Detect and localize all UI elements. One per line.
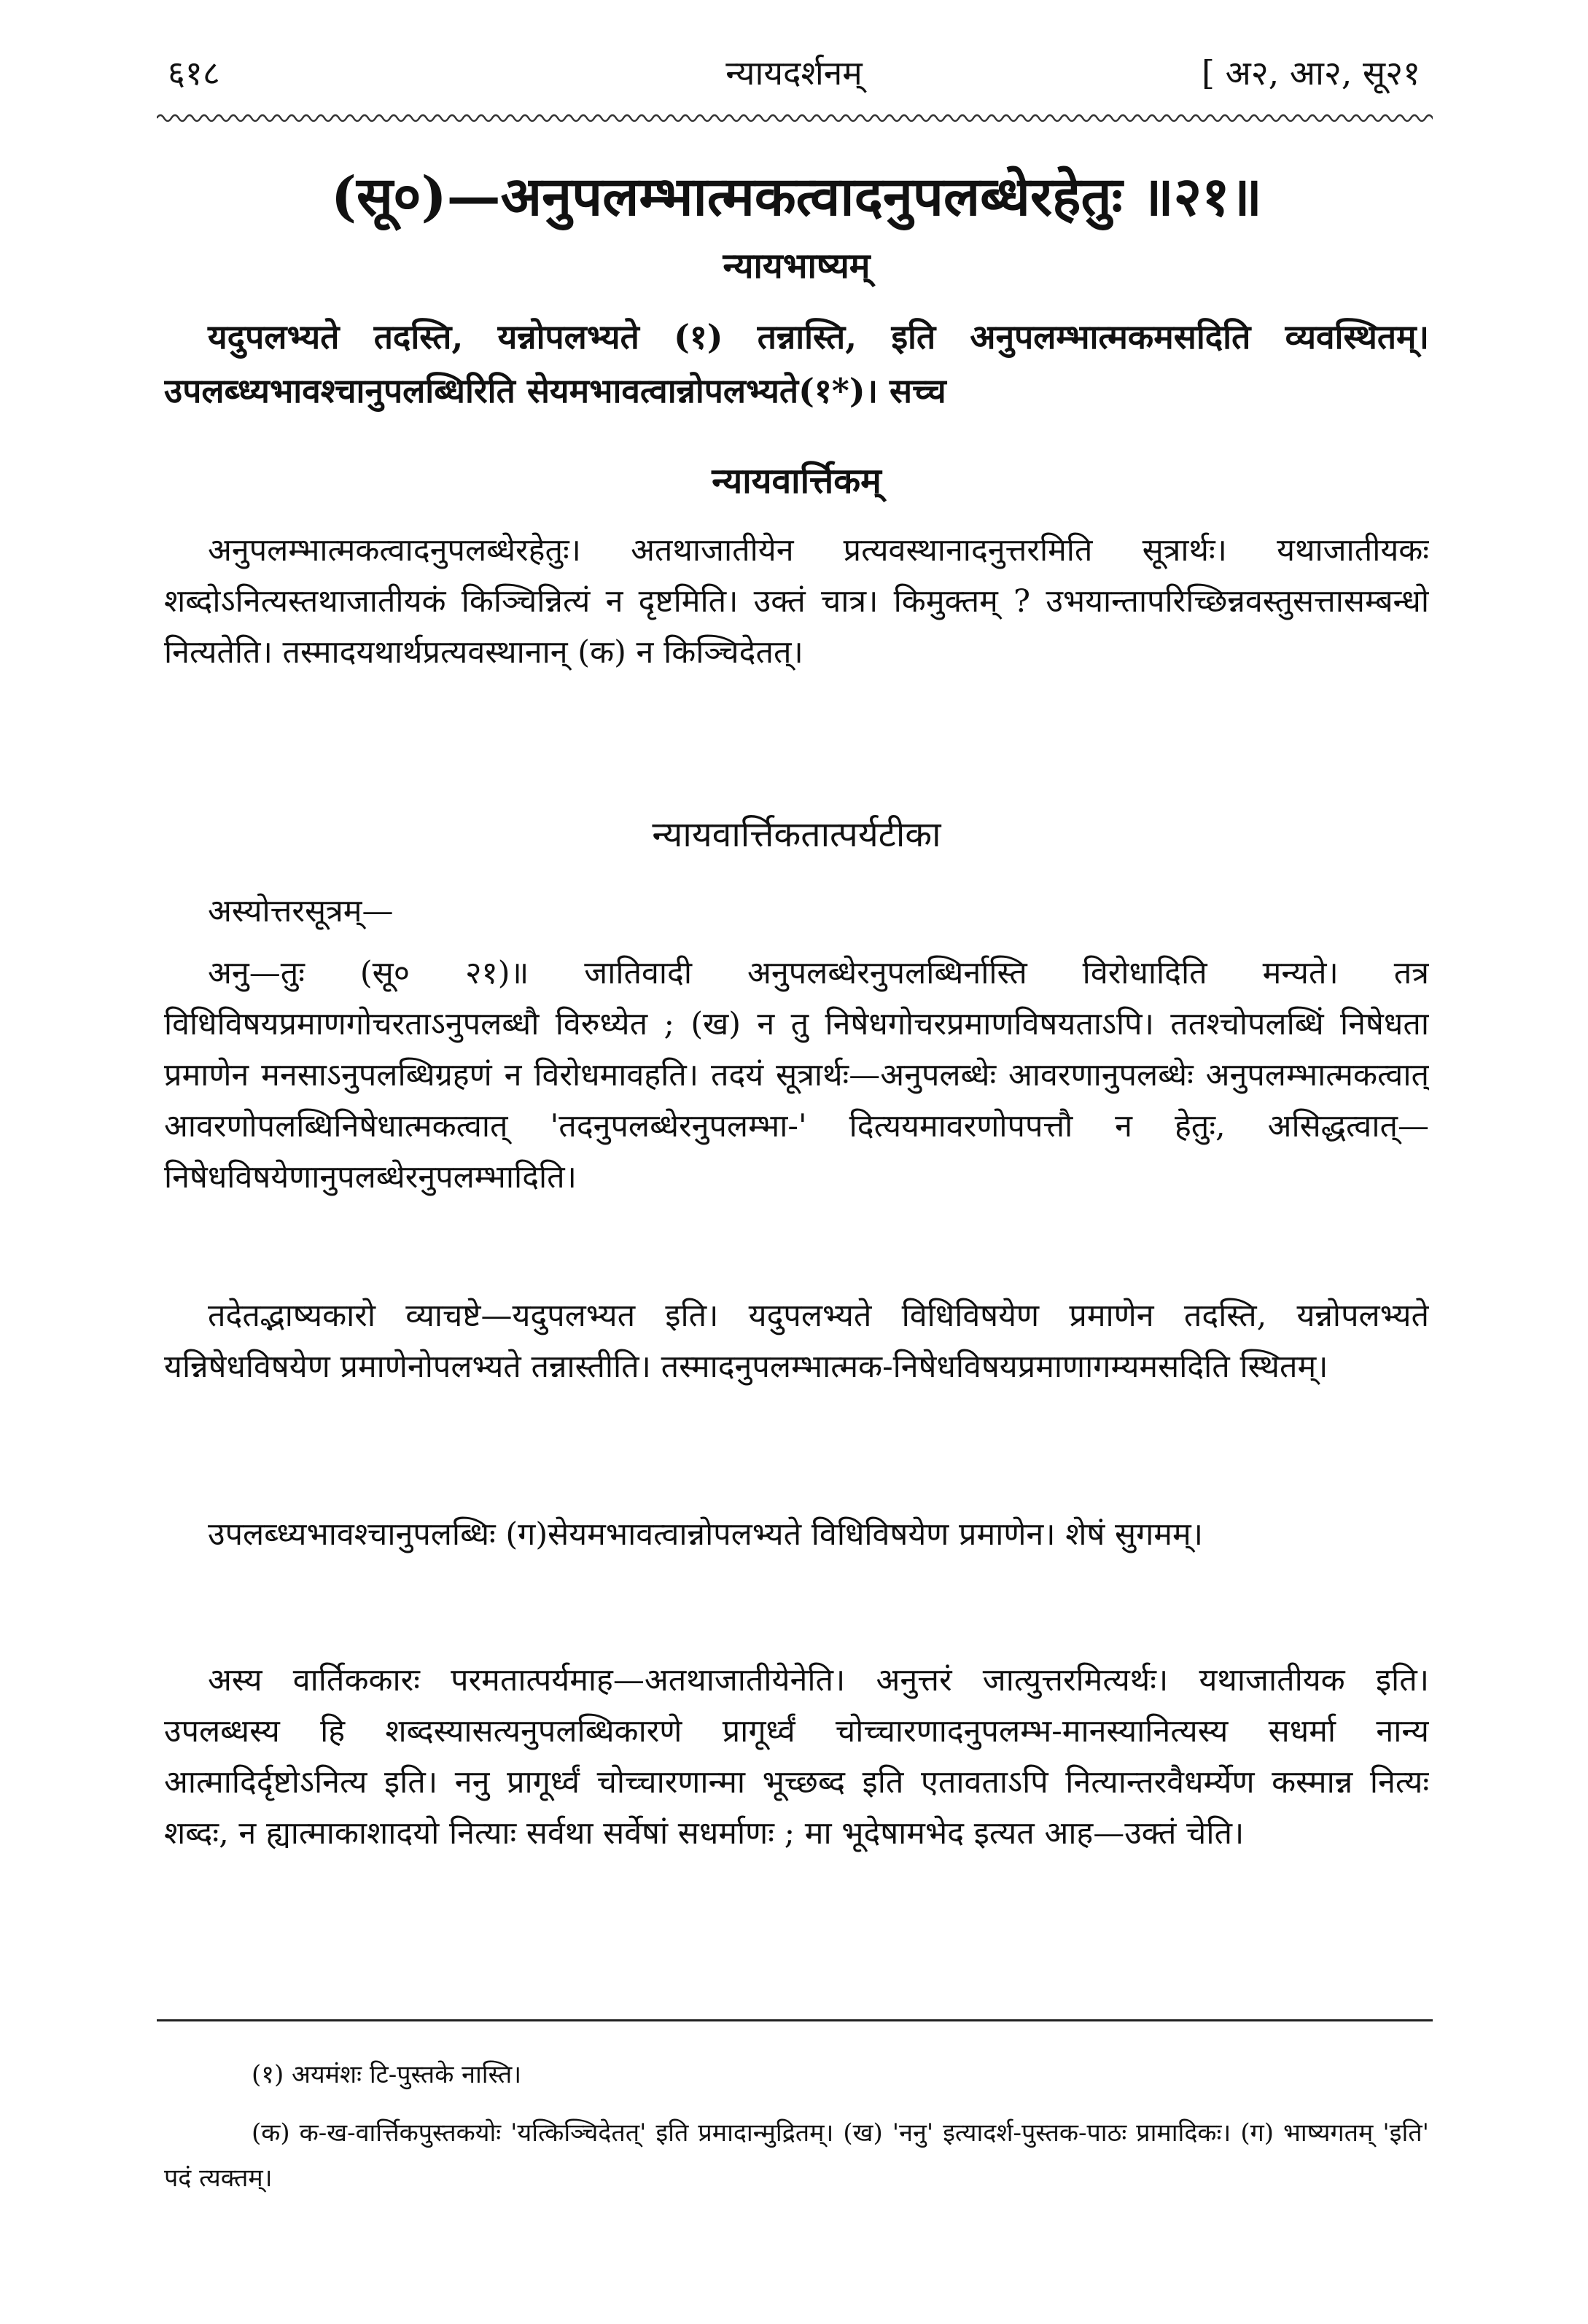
wavy-divider [157, 109, 1433, 127]
chapter-reference: [ अ२, आ२, सू२१ [1202, 53, 1420, 93]
tika-paragraph: अस्य वार्तिककारः परमतात्पर्यमाह—अतथाजातीयेनेति। अनुत्तरं जात्युत्तरमित्यर्थः। यथाजातीयक इति। उपलब्धस्य हि शब्दस्यासत्यनुपलब्धिकारणे प्रागूर्ध्वं चोच्चारणादनुपलम्भ-मानस्यानित्यस्य सधर्मा नान्य आत्मादिर्दृष्टोऽनित्य इति। ननु प्रागूर्ध्वं चोच्चारणान्मा भूच्छब्द इति एतावताऽपि नित्यान्तरवैधर्म्येण कस्मान्न नित्यः शब्दः, न ह्यात्माकाशादयो नित्याः सर्वथा सर्वेषां सधर्माणः ; मा भूदेषामभेद इत्यत आह—उक्तं चेति। [164, 1662, 1429, 1852]
varttika-heading: न्यायवार्त्तिकम् [712, 461, 881, 502]
page-number: ६१८ [168, 53, 220, 93]
tika-paragraph: अनु—तुः (सू० २१)॥ जातिवादी अनुपलब्धेरनुपलब्धिर्नास्ति विरोधादिति मन्यते। तत्र विधिविषयप्रमाणगोचरताऽनुपलब्धौ विरुध्येत ; (ख) न तु निषेधगोचरप्रमाणविषयताऽपि। ततश्चोपलब्धिं निषेधता प्रमाणेन मनसाऽनुपलब्धिग्रहणं न विरोधमावहति। तदयं सूत्रार्थः—अनुपलब्धेः आवरणानुपलब्धेः अनुपलम्भात्मकत्वात् आवरणोपलब्धिनिषेधात्मकत्वात् 'तदनुपलब्धेरनुपलम्भा-' दित्ययमावरणोपपत्तौ न हेतुः, असिद्धत्वात्—निषेधविषयेणानुपलब्धेरनुपलम्भादिति। [164, 955, 1429, 1196]
bhashya-text: यदुपलभ्यते तदस्ति, यन्नोपलभ्यते (१) तन्नास्ति, इति अनुपलम्भात्मकमसदिति व्यवस्थितम्। उपलब्ध्यभावश्चानुपलब्धिरिति सेयमभावत्वान्नोपलभ्यते(१*)। सच्च [164, 317, 1429, 410]
tika-paragraph: तदेतद्भाष्यकारो व्याचष्टे—यदुपलभ्यत इति। यदुपलभ्यते विधिविषयेण प्रमाणेन तदस्ति, यन्नोपलभ्यते यन्निषेधविषयेण प्रमाणेनोपलभ्यते तन्नास्तीति। तस्मादनुपलम्भात्मक-निषेधविषयप्रमाणागम्यमसदिति स्थितम्। [164, 1298, 1429, 1385]
varttika-text: अनुपलम्भात्मकत्वादनुपलब्धेरहेतुः। अतथाजातीयेन प्रत्यवस्थानादनुत्तरमिति सूत्रार्थः। यथाजातीयकः शब्दोऽनित्यस्तथाजातीयकं किञ्चिन्नित्यं न दृष्टमिति। उक्तं चात्र। किमुक्तम् ? उभयान्तापरिच्छिन्नवस्तुसत्तासम्बन्धो नित्यतेति। तस्मादयथार्थप्रत्यवस्थानान् (क) न किञ्चिदेतत्। [164, 532, 1429, 671]
bhashya-heading: न्यायभाष्यम् [723, 246, 871, 286]
footnote: (क) क-ख-वार्त्तिकपुस्तकयोः 'यत्किञ्चिदेतत्' इति प्रमादान्मुद्रितम्। (ख) 'ननु' इत्यादर्श-पुस्तक-पाठः प्रामादिकः। (ग) भाष्यगतम् 'इति' पदं त्यक्तम्। [164, 2118, 1429, 2193]
tika-paragraph: अस्योत्तरसूत्रम्— [208, 893, 394, 929]
tika-heading: न्यायवार्त्तिकतात्पर्यटीका [652, 814, 941, 855]
sutra-heading: (सू०)—अनुपलम्भात्मकत्वादनुपलब्धेरहेतुः ॥२१॥ [331, 165, 1262, 228]
tika-paragraph: उपलब्ध्यभावश्चानुपलब्धिः (ग)सेयमभावत्वान्नोपलभ्यते विधिविषयेण प्रमाणेन। शेषं सुगमम्। [208, 1516, 1204, 1553]
running-title: न्यायदर्शनम् [725, 53, 863, 93]
footnote-divider [157, 2019, 1433, 2021]
footnote: (१) अयमंशः टि-पुस्तके नास्ति। [252, 2060, 522, 2089]
